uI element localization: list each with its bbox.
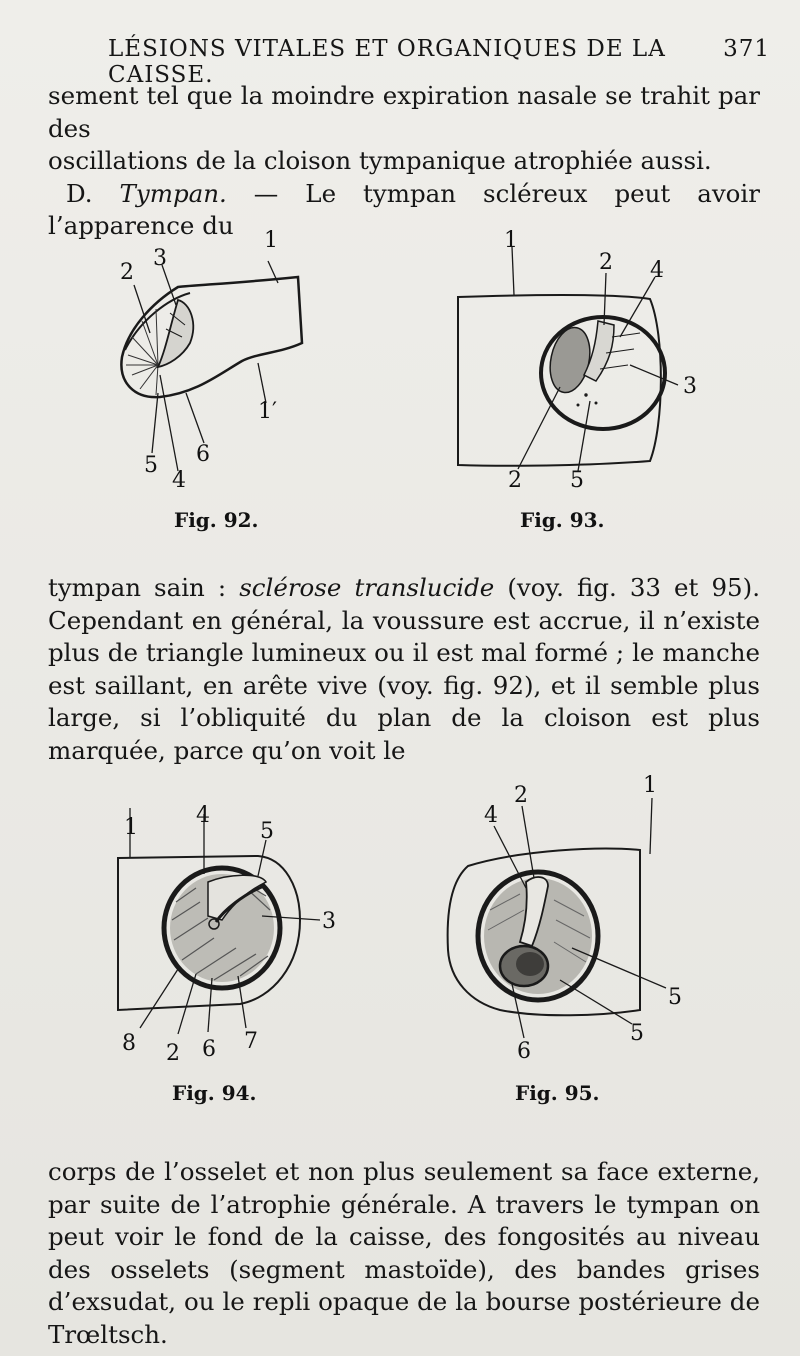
fig94-label-6: 6 (202, 1037, 216, 1062)
fig92-caption: Fig. 92. (174, 508, 259, 532)
paragraph-2-emphasis: sclérose translucide (239, 573, 495, 602)
fig92-label-3: 3 (153, 246, 167, 271)
fig94-label-8: 8 (122, 1031, 136, 1056)
paragraph-1-line-3: — Le tympan scléreux peut avoir l’apparence du (48, 178, 760, 240)
figure-row-1 (0, 225, 800, 535)
section-letter: D. (66, 178, 120, 208)
fig92-label-5: 5 (144, 453, 158, 478)
fig95-label-1: 1 (643, 773, 657, 798)
fig93-caption: Fig. 93. (520, 508, 605, 532)
figure-94 (118, 808, 320, 1034)
fig95-label-6: 6 (517, 1039, 531, 1064)
fig92-label-4: 4 (172, 468, 186, 493)
fig93-label-5: 5 (570, 468, 584, 493)
fig93-label-1: 1 (504, 228, 518, 253)
paragraph-2-start: tympan sain : (48, 573, 240, 602)
fig93-label-2-bottom: 2 (508, 468, 522, 493)
running-header (48, 36, 770, 88)
figure-93 (458, 247, 678, 471)
fig92-label-1-prime: 1′ (258, 399, 277, 424)
paragraph-1-line-2: oscillations de la cloison tympanique atrophiée aussi. (48, 146, 712, 175)
paragraph-2 (48, 572, 760, 767)
fig93-label-2-top: 2 (599, 250, 613, 275)
paragraph-1 (48, 80, 760, 243)
paragraph-1-line-1: sement tel que la moindre expiration nasale se trahit par des (48, 81, 760, 143)
fig92-label-6: 6 (196, 442, 210, 467)
figure-row-2-drawing (0, 770, 800, 1115)
figure-row-1-drawing (0, 225, 800, 535)
fig94-caption: Fig. 94. (172, 1081, 257, 1105)
fig95-caption: Fig. 95. (515, 1081, 600, 1105)
paragraph-2-body: (voy. fig. 33 et 95). Cependant en général, la voussure est accrue, il n’existe plus de triangle lumineux ou il est mal formé ; le manche est saillant, en arête vive (voy. fig. 92), et il semble plus large, si l’obliquité du plan de la cloison est plus marquée, parce qu’on voit le (48, 573, 760, 765)
fig93-label-3: 3 (683, 374, 697, 399)
fig94-label-3: 3 (322, 909, 336, 934)
figure-95 (448, 798, 666, 1038)
section-title: Tympan. (119, 178, 227, 208)
fig94-label-1: 1 (124, 815, 138, 840)
fig94-label-2: 2 (166, 1041, 180, 1066)
figure-92 (121, 261, 302, 471)
figure-row-2 (0, 770, 800, 1115)
fig92-label-1: 1 (264, 228, 278, 253)
fig94-label-5: 5 (260, 819, 274, 844)
fig95-label-5-bottom: 5 (630, 1021, 644, 1046)
fig94-label-4: 4 (196, 803, 210, 828)
fig95-label-2: 2 (514, 783, 528, 808)
fig92-label-2: 2 (120, 260, 134, 285)
paragraph-3: corps de l’osselet et non plus seulement sa face externe, par suite de l’atrophie générale. A travers le tympan on peut voir le fond de la caisse, des fongosités au niveau des osselets (segment mastoïde), des bandes grises d’exsudat, ou le repli opaque de la bourse postérieure de Trœltsch. (48, 1157, 760, 1349)
fig94-label-7: 7 (244, 1029, 258, 1054)
fig95-label-4: 4 (484, 803, 498, 828)
page-number: 371 (723, 36, 770, 62)
running-title: LÉSIONS VITALES ET ORGANIQUES DE LA CAISSE. (108, 36, 666, 88)
fig95-label-5-right: 5 (668, 985, 682, 1010)
fig93-label-4: 4 (650, 258, 664, 283)
